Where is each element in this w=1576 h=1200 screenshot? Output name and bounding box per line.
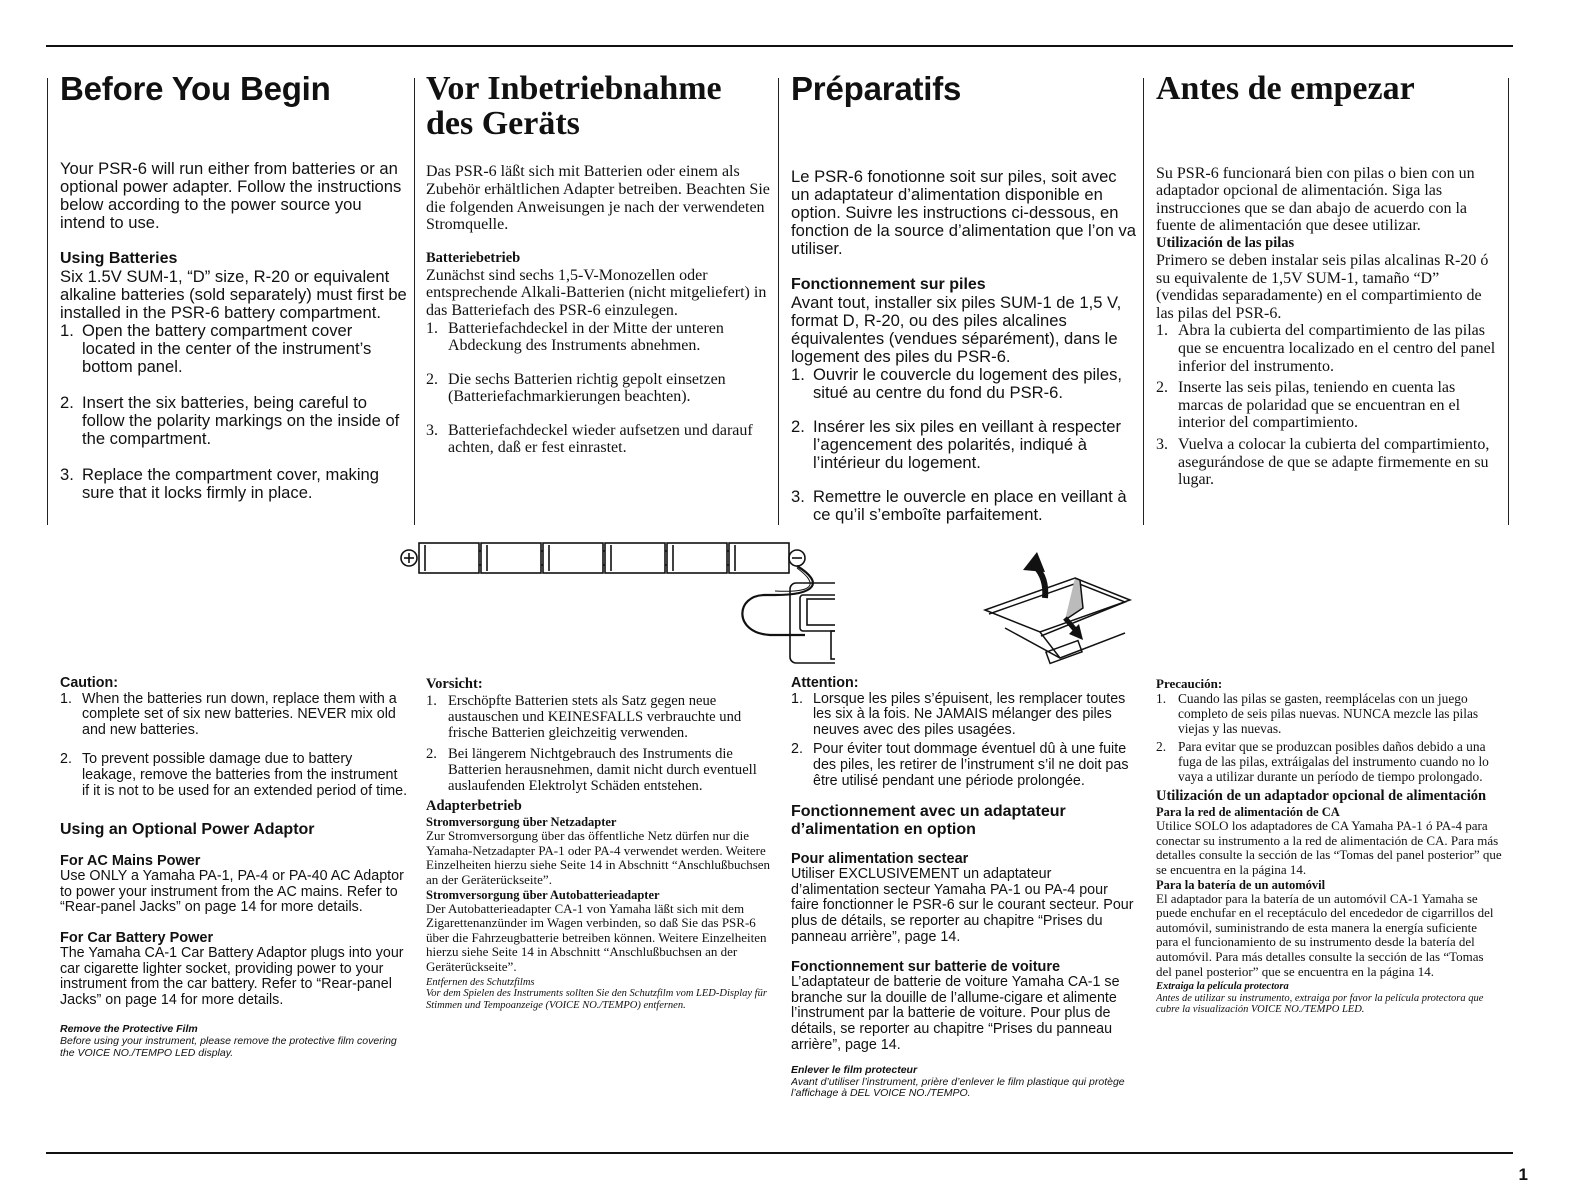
french-batteries-heading: Fonctionnement sur piles	[791, 275, 986, 293]
list-item: 1. When the batteries run down, replace them with a complete set of six new batteries. NEVER mix old and new batteries.	[60, 690, 397, 738]
battery-cells-icon	[419, 543, 789, 573]
list-item: 2. Insert the six batteries, being careful to follow the polarity markings on the inside of the compartment.	[60, 392, 400, 448]
german-adaptor-heading: Adapterbetrieb	[426, 798, 522, 815]
column-divider	[778, 78, 779, 525]
column-divider	[1508, 78, 1509, 525]
french-title: Préparatifs	[791, 72, 962, 107]
spanish-car-heading: Para la batería de un automóvil	[1156, 877, 1326, 892]
german-ac-text: Zur Stromversorgung über das öffentliche Netz dürfen nur die Yamaha-Netzadapter PA-1 oder PA-4 verwendet werden. Weitere Einzelheiten hierzu siehe Seite 14 in Abschnitt “Anschlußbuchsen an der Geräterückseite”.	[426, 828, 771, 887]
french-bottom-column	[791, 676, 1137, 1100]
english-caution-heading: Caution:	[60, 676, 118, 691]
german-ac-heading: Stromversorgung über Netzadapter	[426, 815, 617, 830]
spanish-film-text: Antes de utilizar su instrumento, extraiga por favor la película protectora que cubre la visualización VOICE NO./TEMPO LED.	[1156, 992, 1484, 1016]
list-item: 1. Open the battery compartment cover located in the center of the instrument’s bottom panel.	[60, 320, 372, 376]
bottom-rule	[46, 1152, 1513, 1154]
french-ac-text: Utiliser EXCLUSIVEMENT un adaptateur d’alimentation secteur Yamaha PA-1 ou PA-4 pour faire fonctionner le PSR-6 sur le courant secteur. Pour plus de détails, se reporter au chapitre “Prises du panneau arrière”, page 14.	[791, 866, 1134, 945]
list-item: 2. Insérer les six piles en veillant à respecter l’agencement des polarités, indiqué à l’intérieur du logement.	[791, 416, 1122, 472]
spanish-caution-list	[1156, 691, 1502, 784]
list-item: 1. Cuando las pilas se gasten, reemplácelas con un juego completo de seis pilas nuevas. NUNCA mezcle las pilas viejas y las nuevas.	[1156, 691, 1479, 737]
english-film-text: Before using your instrument, please remove the protective film covering the VOICE NO./TEMPO LED display.	[60, 1034, 397, 1059]
german-batteries-text: Zunächst sind sechs 1,5-V-Monozellen oder entsprechende Alkali-Batterien (nicht mitgeliefert) in das Batteriefach des PSR-6 einzulegen.	[426, 266, 767, 319]
english-ac-heading: For AC Mains Power	[60, 853, 201, 870]
list-item: 3. Batteriefachdeckel wieder aufsetzen und darauf achten, daß er fest einrastet.	[426, 421, 753, 457]
list-item: 1. Erschöpfte Batterien stets als Satz gegen neue austauschen und KEINESFALLS verbrauchte und frische Batterien gleichzeitig verwenden.	[426, 693, 742, 742]
german-intro: Das PSR-6 läßt sich mit Batterien oder einem als Zubehör erhältlichen Adapter betreiben. Beachten Sie die folgenden Anweisungen je nach der verwendeten Stromquelle.	[426, 163, 770, 234]
list-item: 1. Abra la cubierta del compartimiento de las pilas que se encuentra localizado en el centro del panel inferior del instrumento.	[1156, 322, 1496, 375]
spanish-batteries-text: Primero se deben instalar seis pilas alcalinas R-20 ó su equivalente de 1,5V SUM-1, tamaño “D” (vendidas separadamente) en el compartimiento de las pilas del PSR-6.	[1156, 252, 1489, 322]
german-bottom-column	[426, 676, 772, 1011]
list-item: 2. Inserte las seis pilas, teniendo en cuenta las marcas de polaridad que se encuentran en el interior del compartimiento.	[1156, 379, 1461, 432]
list-item: 2. Para evitar que se produzcan posibles daños debido a una fuga de las pilas, extráigalas del instrumento cuando no lo vaya a utilizar durante un período de tiempo prolongado.	[1156, 738, 1489, 785]
lift-arrow-icon	[1023, 552, 1045, 598]
german-car-text: Der Autobatterieadapter CA-1 von Yamaha läßt sich mit dem Zigarettenanzünder im Wagen verbinden, so daß Sie das PSR-6 über die Fahrzeugbatterie betreiben können. Weitere Einzelheiten hierzu siehe Seite 14 in Abschnitt “Anschlußbuchsen an der Geräterückseite”.	[426, 900, 767, 974]
spanish-film-heading: Extraiga la película protectora	[1156, 981, 1289, 993]
german-steps	[426, 320, 772, 458]
french-car-heading: Fonctionnement sur batterie de voiture	[791, 959, 1061, 976]
spanish-title: Antes de empezar	[1156, 72, 1415, 107]
english-car-text: The Yamaha CA-1 Car Battery Adaptor plugs into your car cigarette lighter socket, providing power to your instrument from the car battery. Refer to “Rear-panel Jacks” on page 14 for more details.	[60, 944, 404, 1008]
french-intro: Le PSR-6 fonotionne soit sur piles, soit avec un adaptateur d’alimentation disponible en option. Suivre les instructions ci-dessous, en fonction de la source d’alimentation que l’on va utiliser.	[791, 166, 1137, 258]
page-number: 1	[1518, 1165, 1528, 1184]
english-adaptor-heading: Using an Optional Power Adaptor	[60, 821, 315, 839]
column-divider	[1143, 78, 1144, 525]
list-item: 2. Pour éviter tout dommage éventuel dû à une fuite des piles, les retirer de l’instrument s’il ne doit pas être utilisé pendant une période prolongée.	[791, 741, 1129, 789]
french-batteries-text: Avant tout, installer six piles SUM-1 de 1,5 V, format D, R-20, ou des piles alcalines équivalentes (vendues séparément), dans le logement des piles du PSR-6.	[791, 292, 1122, 366]
english-caution-list	[60, 692, 408, 800]
english-batteries-text: Six 1.5V SUM-1, “D” size, R-20 or equivalent alkaline batteries (sold separately) must first be installed in the PSR-6 battery compartment.	[60, 266, 407, 322]
french-adaptor-heading: Fonctionnement avec un adaptateur d’alimentation en option	[791, 803, 1066, 839]
spanish-caution-heading: Precaución:	[1156, 676, 1223, 691]
list-item: 3. Remettre le ouvercle en place en veillant à ce qu’il s’emboîte parfaitement.	[791, 486, 1127, 524]
column-divider	[47, 78, 48, 525]
french-ac-heading: Pour alimentation sectear	[791, 851, 969, 868]
german-caution-list	[426, 693, 772, 794]
german-batteries-heading: Batteriebetrieb	[426, 249, 521, 266]
spanish-ac-text: Utilice SOLO los adaptadores de CA Yamaha PA-1 ó PA-4 para conectar su instrumento a la red de alimentación de CA. Para más detalles consulte la sección de las “Tomas del panel posterior” que se encuentra en la página 14.	[1156, 818, 1502, 877]
spanish-batteries-heading: Utilización de las pilas	[1156, 235, 1295, 252]
top-rule	[46, 45, 1513, 47]
german-film-heading: Entfernen des Schutzfilms	[426, 976, 535, 988]
german-caution-heading: Vorsicht:	[426, 676, 483, 692]
list-item: 3. Replace the compartment cover, making sure that it locks firmly in place.	[60, 464, 379, 502]
list-item: 3. Vuelva a colocar la cubierta del compartimiento, asegurándose de que se adapte firmemente en su lugar.	[1156, 435, 1490, 489]
spanish-car-text: El adaptador para la batería de un automóvil CA-1 Yamaha se puede enchufar en el receptáculo del encededor de cigarrillos del automóvil, suministrando de esta manera la energía suficiente para el funcionamiento de su instrumento desde la batería del automóvil. Para más detalles consulte la sección de las “Tomas del panel posterior” que se encuentra en la página 14.	[1156, 890, 1494, 979]
german-film-text: Vor dem Spielen des Instruments sollten Sie den Schutzfilm vom LED-Display für Stimmen und Tempoanzeige (VOICE NO./TEMPO) entfernen.	[426, 988, 767, 1011]
german-car-heading: Stromversorgung über Autobatterieadapter	[426, 887, 660, 902]
english-column	[60, 72, 408, 502]
french-steps	[791, 366, 1137, 524]
french-column	[791, 72, 1137, 524]
list-item: 2. Die sechs Batterien richtig gepolt einsetzen (Batteriefachmarkierungen beachten).	[426, 370, 726, 406]
battery-diagram	[395, 533, 835, 668]
french-caution-list	[791, 692, 1137, 790]
french-film-heading: Enlever le film protecteur	[791, 1064, 918, 1077]
list-item: 1. Lorsque les piles s’épuisent, les remplacer toutes les six à la fois. Ne JAMAIS mélanger des piles neuves avec des piles usagées.	[791, 690, 1126, 738]
spanish-adaptor-heading: Utilización de un adaptador opcional de alimentación	[1156, 788, 1487, 805]
list-item: 1. Ouvrir le couvercle du logement des piles, situé au centre du fond du PSR-6.	[791, 364, 1122, 402]
french-caution-heading: Attention:	[791, 676, 859, 691]
english-bottom-column	[60, 676, 408, 1059]
list-item: 1. Batteriefachdeckel in der Mitte der unteren Abdeckung des Instruments abnehmen.	[426, 319, 724, 355]
english-film-heading: Remove the Protective Film	[60, 1023, 198, 1036]
english-batteries-heading: Using Batteries	[60, 249, 178, 267]
english-intro: Your PSR-6 will run either from batteries or an optional power adapter. Follow the instructions below according to the power source you intend to use.	[60, 158, 402, 232]
list-item: 2. Bei längerem Nichtgebrauch des Instruments die Batterien herausnehmen, damit nicht durch eventuell auslaufenden Elektrolyt Schäden entstehen.	[426, 745, 757, 795]
spanish-ac-heading: Para la red de alimentación de CA	[1156, 805, 1340, 820]
spanish-intro: Su PSR-6 funcionará bien con pilas o bien con un adaptador opcional de alimentación. Siga las instrucciones que se dan abajo de acuerdo con la fuente de alimentación que desee utilizar.	[1156, 164, 1475, 235]
english-title: Before You Begin	[60, 72, 331, 107]
english-car-heading: For Car Battery Power	[60, 929, 214, 946]
column-divider	[414, 78, 415, 525]
german-title: Vor Inbetriebnahme des Geräts	[426, 72, 722, 142]
list-item: 2. To prevent possible damage due to battery leakage, remove the batteries from the instrument if it is not to be used for an extended period of time.	[60, 751, 408, 799]
spanish-column	[1156, 72, 1502, 489]
spanish-bottom-column	[1156, 676, 1502, 1016]
press-arrow-icon	[1065, 618, 1083, 640]
french-car-text: L’adaptateur de batterie de voiture Yamaha CA-1 se branche sur la douille de l’allume-cigare et alimente l’instrument par la batterie de voiture. Pour plus de détails, se reporter au chapitre “Prises du panneau arrière”, page 14.	[791, 974, 1120, 1053]
compartment-cover-diagram	[965, 548, 1145, 668]
german-column	[426, 72, 772, 457]
french-film-text: Avant d’utiliser l’instrument, prière d’enlever le film plastique qui protège l’affichage à DEL VOICE NO./TEMPO.	[791, 1075, 1125, 1100]
english-ac-text: Use ONLY a Yamaha PA-1, PA-4 or PA-40 AC Adaptor to power your instrument from the AC mains. Refer to “Rear-panel Jacks” on page 14 for more details.	[60, 868, 404, 916]
english-steps	[60, 322, 408, 502]
spanish-steps	[1156, 322, 1502, 488]
